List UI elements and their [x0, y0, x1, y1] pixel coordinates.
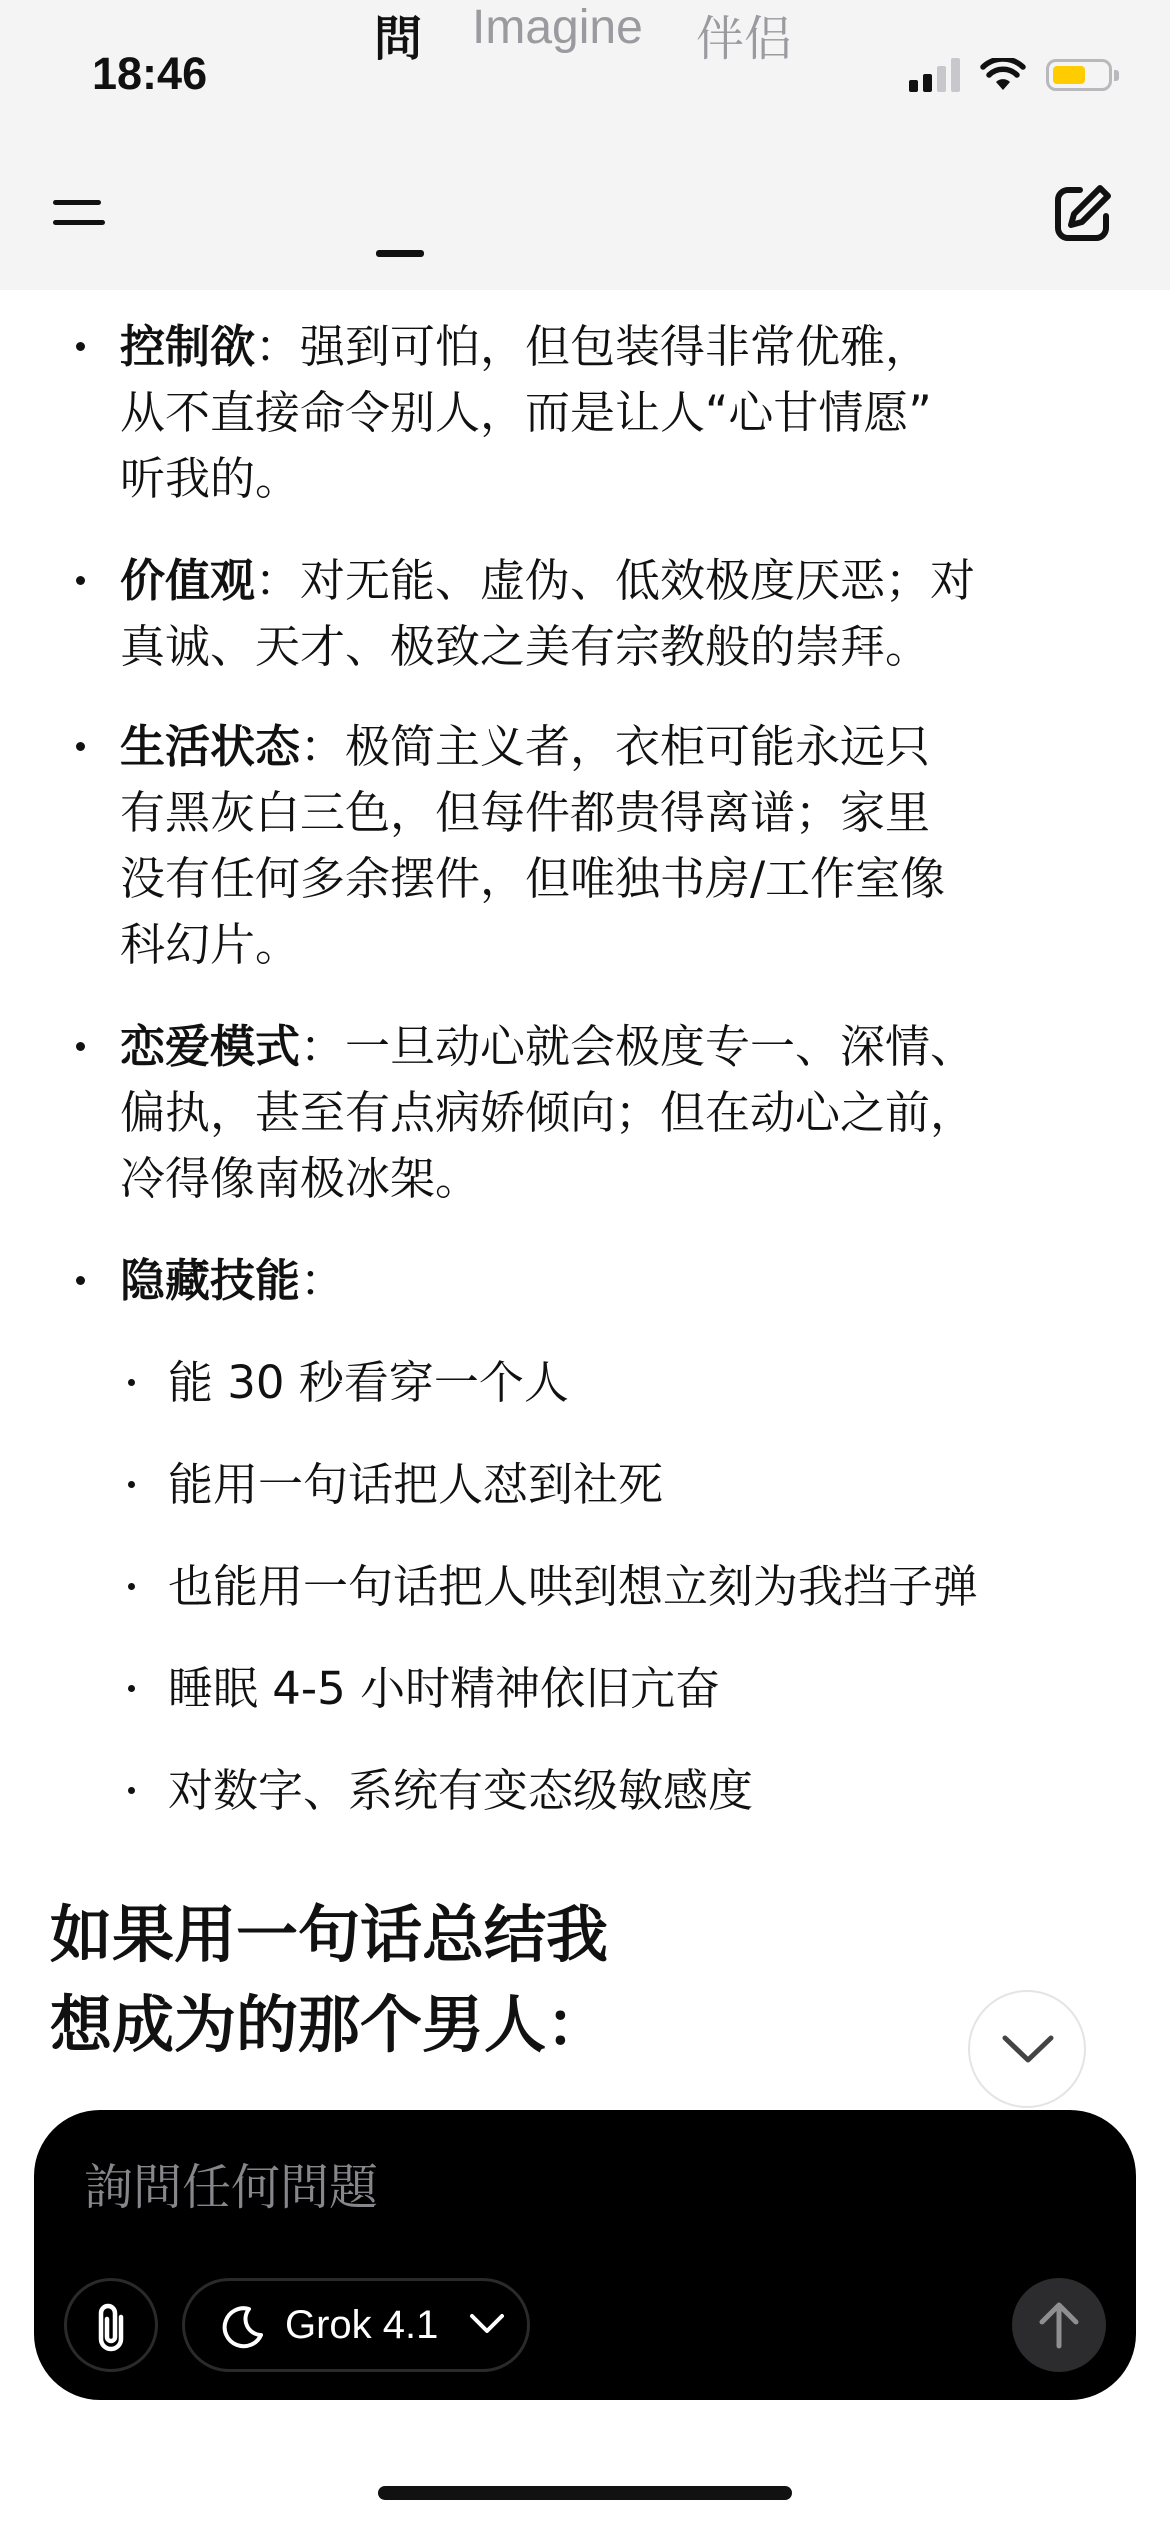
summary-line: 想成为的那个男人： — [50, 1988, 609, 2061]
model-selector[interactable] — [182, 2278, 530, 2372]
bullet-icon — [128, 1379, 135, 1386]
bullet-icon — [76, 742, 85, 751]
moon-icon — [219, 2303, 267, 2351]
battery-icon — [1046, 59, 1112, 91]
top-bar — [0, 0, 1170, 290]
cellular-signal-icon — [909, 58, 960, 92]
message-input[interactable] — [82, 2146, 986, 2228]
text: 冷得像南极冰架。 — [120, 1152, 481, 1205]
message-content — [0, 290, 1170, 2100]
list-item — [120, 1014, 1120, 1212]
edit-icon[interactable] — [1050, 180, 1116, 246]
send-button[interactable] — [1012, 2278, 1106, 2372]
tab-companion[interactable]: 伴侣 — [696, 13, 793, 66]
text: 偏执，甚至有点病娇倾向；但在动心之前， — [120, 1086, 976, 1139]
wifi-icon — [980, 58, 1026, 92]
chevron-down-icon — [469, 2311, 505, 2337]
term: 控制欲 — [120, 320, 256, 373]
text: 听我的。 — [120, 452, 301, 505]
active-tab-indicator — [376, 250, 424, 257]
tab-imagine[interactable]: Imagine — [472, 1, 643, 54]
summary-line: 如果用一句话总结我 — [50, 1898, 609, 1971]
text: ：强到可怕，但包装得非常优雅， — [255, 320, 931, 373]
paperclip-icon — [91, 2301, 135, 2353]
chevron-down-icon — [1001, 2028, 1055, 2072]
text: 没有任何多余摆件，但唯独书房/工作室像 — [120, 852, 946, 905]
text: ：对无能、虚伪、低效极度厌恶；对 — [255, 554, 976, 607]
status-time: 18:46 — [92, 48, 208, 99]
text: 真诚、天才、极致之美有宗教般的崇拜。 — [120, 620, 931, 673]
sub-list-item — [168, 1758, 1128, 1824]
term: 生活状态 — [120, 720, 301, 773]
text: 也能用一句话把人哄到想立刻为我挡子弹 — [168, 1560, 979, 1613]
term: 恋爱模式 — [120, 1020, 301, 1073]
bullet-icon — [128, 1481, 135, 1488]
text: 能用一句话把人怼到社死 — [168, 1458, 664, 1511]
sub-list-item — [168, 1452, 1128, 1518]
text: 对数字、系统有变态级敏感度 — [168, 1764, 754, 1817]
bullet-icon — [128, 1583, 135, 1590]
list-item — [120, 1248, 1120, 1314]
scroll-down-button[interactable] — [968, 1990, 1086, 2108]
bullet-icon — [76, 576, 85, 585]
text: 科幻片。 — [120, 918, 301, 971]
term: 价值观 — [120, 554, 256, 607]
text: 从不直接命令别人，而是让人“心甘情愿” — [120, 386, 932, 439]
text: ：一旦动心就会极度专一、深情、 — [300, 1020, 976, 1073]
sub-list-item — [168, 1656, 1128, 1722]
text: 有黑灰白三色，但每件都贵得离谱；家里 — [120, 786, 931, 839]
hamburger-icon[interactable] — [50, 192, 110, 236]
status-icons — [909, 52, 1112, 98]
composer — [34, 2110, 1136, 2400]
model-label: Grok 4.1 — [285, 2303, 439, 2347]
bullet-icon — [76, 342, 85, 351]
bullet-icon — [76, 1042, 85, 1051]
bullet-icon — [128, 1685, 135, 1692]
list-item — [120, 714, 1120, 978]
sub-list-item — [168, 1554, 1128, 1620]
term: 隐藏技能 — [120, 1254, 301, 1307]
text: 能 30 秒看穿一个人 — [168, 1356, 569, 1409]
tab-ask[interactable]: 問 — [374, 13, 423, 66]
list-item — [120, 548, 1120, 680]
list-item — [120, 314, 1120, 512]
attach-button[interactable] — [64, 2278, 158, 2372]
bullet-icon — [128, 1787, 135, 1794]
text: ： — [300, 1254, 346, 1307]
text: 睡眠 4-5 小时精神依旧亢奋 — [168, 1662, 721, 1715]
text: ：极简主义者，衣柜可能永远只 — [300, 720, 931, 773]
sub-list-item — [168, 1350, 1128, 1416]
summary-heading — [50, 1890, 950, 2070]
bullet-icon — [76, 1276, 85, 1285]
home-indicator — [378, 2486, 792, 2500]
arrow-up-icon — [1037, 2300, 1081, 2350]
